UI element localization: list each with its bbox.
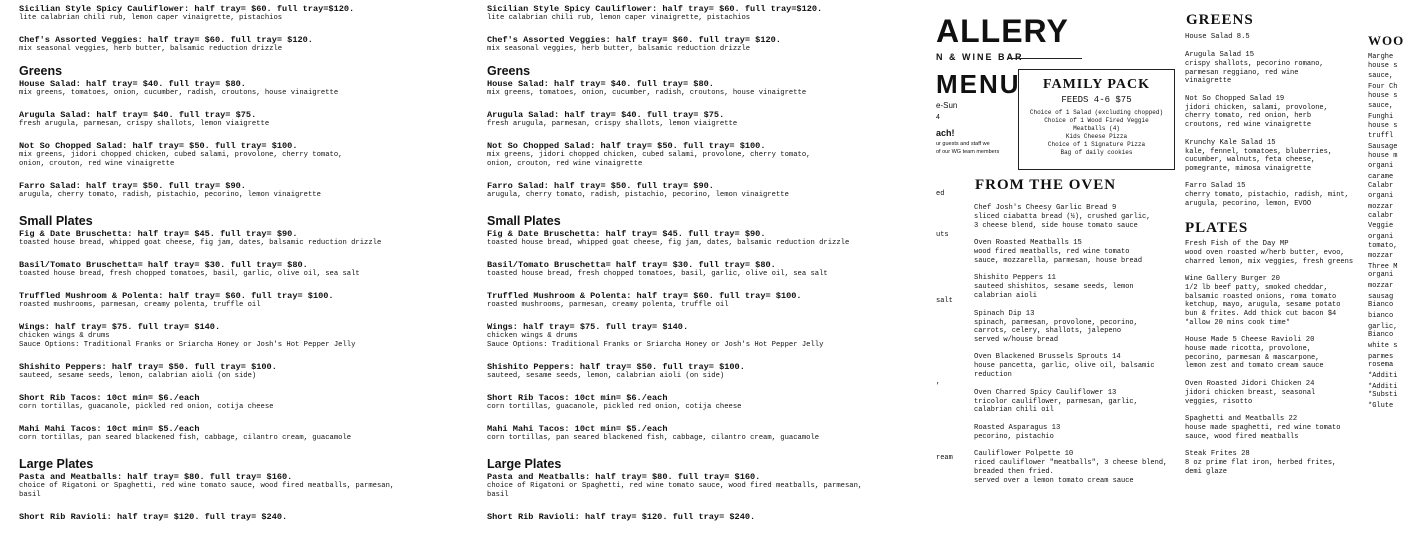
- menu-item: [487, 4, 927, 23]
- edge-fragment: ream: [936, 454, 953, 462]
- menu-item: [1185, 450, 1367, 476]
- wood-fired-line: calabr: [1368, 211, 1394, 220]
- section-title: Large Plates: [19, 457, 94, 471]
- wood-fired-line: house s: [1368, 121, 1398, 130]
- catering-menu-column-duplicate: [487, 4, 927, 534]
- menu-item-name: Chef's Assorted Veggies: half tray= $60. full tray= $120.: [487, 35, 781, 45]
- family-pack-line: Choice of 1 Wood Fired Veggie: [1044, 117, 1149, 124]
- menu-item-description: pecorino, pistachio: [974, 432, 1054, 441]
- menu-item-description: cherry tomato, pistachio, radish, mint, arugula, pecorino, lemon, EVOO: [1185, 191, 1349, 208]
- wood-fired-line: mozzar: [1368, 252, 1394, 261]
- menu-item-description: 8 oz prime flat iron, herbed frites, demi glaze: [1185, 459, 1337, 476]
- menu-item-name: Not So Chopped Salad: half tray= $50. full tray= $100.: [19, 141, 298, 151]
- menu-item-name: Cauliflower Polpette 10: [974, 450, 1074, 459]
- edge-fragment: salt: [936, 297, 953, 305]
- menu-item-description: chicken wings & drums Sauce Options: Traditional Franks or Sriarcha Honey or Josh's Hot Pepper Jelly: [487, 332, 824, 349]
- wood-fired-line: *Additi: [1368, 382, 1398, 391]
- menu-item-name: Truffled Mushroom & Polenta: half tray= $60. full tray= $100.: [487, 291, 802, 301]
- menu-item-description: crispy shallots, pecorino romano, parmesan reggiano, red wine vinaigrette: [1185, 60, 1324, 86]
- menu-item-name: Roasted Asparagus 13: [974, 423, 1061, 432]
- menu-item-description: toasted house bread, whipped goat cheese, fig jam, dates, balsamic reduction drizzle: [487, 239, 850, 247]
- wood-fired-line: *Additi: [1368, 372, 1398, 381]
- family-pack-line: Kids Cheese Pizza: [1065, 133, 1128, 140]
- menu-item: [974, 310, 1182, 345]
- oven-list: [974, 204, 1182, 494]
- side-note-2: of our WG team members: [936, 149, 1000, 155]
- wood-fired-line: truffl: [1368, 132, 1394, 141]
- menu-item-name: Spaghetti and Meatballs 22: [1185, 415, 1298, 424]
- menu-item: [487, 35, 927, 54]
- menu-item-name: Short Rib Tacos: 10ct min= $6./each: [19, 393, 200, 403]
- menu-item: [19, 4, 459, 23]
- wood-fired-line: Bianco: [1368, 301, 1394, 310]
- menu-item-name: Fig & Date Bruschetta: half tray= $45. full tray= $90.: [487, 229, 766, 239]
- menu-page-3: [936, 0, 1405, 500]
- wood-fired-line: organi: [1368, 192, 1394, 201]
- wood-fired-line: sausag: [1368, 292, 1394, 301]
- menu-item-description: mix seasonal veggies, herb butter, balsamic reduction drizzle: [487, 45, 751, 53]
- menu-item: [1185, 336, 1367, 371]
- menu-item-description: sliced ciabatta bread (½), crushed garlic, 3 cheese blend, side house tomato sauce: [974, 213, 1151, 230]
- menu-item-description: fresh arugula, parmesan, crispy shallots, lemon viaigrette: [19, 120, 270, 128]
- menu-item: [19, 393, 459, 412]
- menu-item-name: Shishito Peppers: half tray= $50. full tray= $100.: [487, 362, 745, 372]
- menu-item-description: corn tortillas, guacanole, pickled red onion, cotija cheese: [487, 403, 742, 411]
- menu-item: [19, 322, 459, 350]
- menu-item: [974, 239, 1182, 265]
- menu-item-description: sauteed, sesame seeds, lemon, calabrian aioli (on side): [19, 372, 257, 380]
- wood-fired-line: organi: [1368, 162, 1394, 171]
- section-title: Greens: [19, 64, 63, 78]
- menu-item: [974, 274, 1182, 300]
- menu-item: [974, 353, 1182, 379]
- menu-item-description: wood oven roasted w/herb butter, evoo, charred lemon, mix veggies, fresh greens: [1185, 249, 1354, 266]
- wood-fired-line: *Glute: [1368, 402, 1394, 411]
- wood-fired-line: mozzar: [1368, 282, 1394, 291]
- menu-item-name: Chef Josh's Cheesy Garlic Bread 9: [974, 204, 1117, 212]
- menu-item: [1185, 275, 1367, 327]
- wood-fired-line: Sausage: [1368, 142, 1398, 151]
- menu-item-name: Chef's Assorted Veggies: half tray= $60. full tray= $120.: [19, 35, 313, 45]
- wood-fired-line: Three M: [1368, 262, 1398, 271]
- menu-item-name: House Salad: half tray= $40. full tray= $80.: [487, 79, 714, 89]
- hours-text: e-Sun: [936, 101, 958, 110]
- edge-fragment: ,: [936, 378, 941, 386]
- family-pack-line: Bag of daily cookies: [1060, 149, 1133, 156]
- wood-fired-line: bianco: [1368, 312, 1394, 321]
- menu-page-2: [468, 0, 936, 522]
- wood-fired-line: sauce,: [1368, 102, 1394, 111]
- family-pack-title: FAMILY PACK: [1042, 77, 1151, 92]
- menu-item-name: Fresh Fish of the Day MP: [1185, 240, 1289, 248]
- menu-item: [19, 79, 459, 98]
- wood-fired-line: Bianco: [1368, 331, 1394, 340]
- menu-item: [487, 291, 927, 310]
- wood-fired-line: Calabr: [1368, 181, 1394, 190]
- section-title-plates: PLATES: [1185, 220, 1249, 236]
- menu-item-name: Arugula Salad: half tray= $40. full tray= $75.: [487, 110, 725, 120]
- side-heading: ach!: [936, 128, 955, 138]
- menu-item: [487, 110, 927, 129]
- menu-item: [1185, 380, 1367, 406]
- menu-item-name: Short Rib Ravioli: half tray= $120. full tray= $240.: [487, 512, 756, 522]
- menu-item-description: toasted house bread, fresh chopped tomatoes, basil, garlic, olive oil, sea salt: [487, 270, 828, 278]
- wood-fired-line: Marghe: [1368, 53, 1394, 61]
- menu-item: [19, 472, 459, 500]
- menu-item-description: roasted mushrooms, parmesan, creamy polenta, truffle oil: [19, 301, 261, 309]
- menu-item-name: Farro Salad: half tray= $50. full tray= $90.: [19, 181, 246, 191]
- menu-item-name: Fig & Date Bruschetta: half tray= $45. full tray= $90.: [19, 229, 298, 239]
- menu-item-description: 1/2 lb beef patty, smoked cheddar, balsamic roasted onions, roma tomato ketchup, mayo, arugula, sesame potato bun & frites. Add thick cut bacon $4 *allow 20 mins cook time*: [1185, 284, 1341, 327]
- menu-item-name: Farro Salad 15: [1185, 182, 1246, 191]
- section-title-wood: WOO: [1368, 33, 1405, 48]
- wood-fired-line: rosema: [1368, 361, 1394, 370]
- menu-item-description: mix seasonal veggies, herb butter, balsamic reduction drizzle: [19, 45, 283, 53]
- menu-item: [19, 362, 459, 381]
- menu-item-description: toasted house bread, fresh chopped tomatoes, basil, garlic, olive oil, sea salt: [19, 270, 360, 278]
- menu-item-description: jidori chicken breast, seasonal veggies, risotto: [1185, 388, 1316, 406]
- menu-item-name: Steak Frites 28: [1185, 450, 1250, 459]
- menu-item: [1185, 33, 1367, 42]
- menu-item-description: corn tortillas, pan seared blackened fish, cabbage, cilantro cream, guacamole: [19, 434, 352, 442]
- menu-item-name: Mahi Mahi Tacos: 10ct min= $5./each: [19, 424, 200, 434]
- menu-item-description: lite calabrian chili rub, lemon caper vinaigrette, pistachios: [19, 14, 283, 22]
- menu-item-description: kale, fennel, tomatoes, bluberries, cucumber, walnuts, feta cheese, pomegrante, mimosa vinaigrette: [1185, 147, 1333, 173]
- menu-item: [487, 424, 927, 443]
- wood-fired-line: white s: [1368, 342, 1398, 351]
- section-title: Greens: [487, 64, 531, 78]
- menu-item: [487, 181, 927, 200]
- wood-fired-list: [1368, 53, 1397, 413]
- family-pack-line: Meatballs (4): [1073, 125, 1120, 132]
- menu-item-name: Krunchy Kale Salad 15: [1185, 138, 1276, 147]
- section-title: Large Plates: [487, 457, 562, 471]
- menu-item-description: sauteed, sesame seeds, lemon, calabrian aioli (on side): [487, 372, 725, 380]
- wood-fired-line: carame: [1368, 172, 1394, 181]
- menu-item-description: tricolor cauliflower, parmesan, garlic, calabrian chili oil: [974, 397, 1138, 415]
- menu-item-name: Arugula Salad: half tray= $40. full tray= $75.: [19, 110, 257, 120]
- menu-heading: MENU: [936, 69, 1021, 99]
- wood-fired-line: tomato,: [1368, 241, 1398, 250]
- menu-page-1: [0, 0, 468, 522]
- menu-item: [974, 450, 1182, 485]
- menu-item-name: Wings: half tray= $75. full tray= $140.: [19, 322, 221, 332]
- menu-item-description: toasted house bread, whipped goat cheese, fig jam, dates, balsamic reduction drizzle: [19, 239, 382, 247]
- section-title: Small Plates: [487, 214, 561, 228]
- family-pack-subtitle: FEEDS 4-6 $75: [1061, 95, 1132, 105]
- menu-item-description: wood fired meatballs, red wine tomato sauce, mozzarella, parmesan, house bread: [974, 248, 1143, 265]
- menu-item-name: Truffled Mushroom & Polenta: half tray= $60. full tray= $100.: [19, 291, 334, 301]
- logo-wordmark: ALLERY: [936, 13, 1069, 49]
- menu-item-description: corn tortillas, guacanole, pickled red onion, cotija cheese: [19, 403, 274, 411]
- menu-item-description: lite calabrian chili rub, lemon caper vinaigrette, pistachios: [487, 14, 751, 22]
- menu-item-name: Oven Roasted Jidori Chicken 24: [1185, 379, 1315, 388]
- menu-item: [19, 260, 459, 279]
- menu-item: [487, 229, 927, 248]
- menu-item-description: choice of Rigatoni or Spaghetti, red wine tomato sauce, wood fired meatballs, parmesan, basil: [19, 482, 395, 499]
- menu-item-description: mix greens, tomatoes, onion, cucumber, radish, croutons, house vinaigrette: [19, 89, 339, 97]
- menu-item-name: Wine Gallery Burger 20: [1185, 275, 1280, 284]
- menu-item-name: Sicilian Style Spicy Cauliflower: half tray= $60. full tray=$120.: [19, 4, 355, 14]
- menu-item-name: House Salad: half tray= $40. full tray= $80.: [19, 79, 246, 89]
- menu-item-description: chicken wings & drums Sauce Options: Traditional Franks or Sriarcha Honey or Josh's Hot Pepper Jelly: [19, 332, 356, 349]
- menu-item: [487, 141, 927, 169]
- menu-item: [1185, 415, 1367, 441]
- family-pack-line: Choice of 1 Salad (excluding chopped): [1029, 109, 1164, 116]
- menu-item-name: Not So Chopped Salad 19: [1185, 94, 1285, 103]
- menu-item-name: Spinach Dip 13: [974, 309, 1035, 318]
- side-note-1: ur guests and staff we: [936, 141, 990, 147]
- menu-item: [19, 291, 459, 310]
- menu-item-name: Short Rib Tacos: 10ct min= $6./each: [487, 393, 668, 403]
- menu-item: [19, 181, 459, 200]
- wood-fired-line: garlic,: [1368, 322, 1398, 331]
- menu-item-description: house made spaghetti, red wine tomato sauce, wood fired meatballs: [1185, 424, 1341, 441]
- menu-item-description: house pancetta, garlic, olive oil, balsamic reduction: [974, 362, 1155, 379]
- wood-fired-line: organi: [1368, 271, 1394, 280]
- menu-item-name: Wings: half tray= $75. full tray= $140.: [487, 322, 689, 332]
- edge-fragment: uts: [936, 231, 949, 239]
- menu-item: [19, 35, 459, 54]
- family-pack-box: [1018, 69, 1175, 170]
- edge-fragment: ed: [936, 190, 945, 198]
- menu-item-name: House Made 5 Cheese Ravioli 20: [1185, 336, 1315, 345]
- wood-fired-line: house m: [1368, 151, 1398, 160]
- wood-fired-line: Four Ch: [1368, 82, 1398, 91]
- menu-item-description: house made ricotta, provolone, pecorino, parmesan & mascarpone, lemon zest and tomato cream sauce: [1185, 345, 1324, 371]
- menu-item-description: arugula, cherry tomato, radish, pistachio, pecorino, lemon vinaigrette: [19, 191, 321, 199]
- menu-item: [487, 472, 927, 500]
- menu-item: [487, 512, 927, 522]
- menu-item: [974, 204, 1182, 230]
- menu-item-name: Oven Roasted Meatballs 15: [974, 239, 1082, 248]
- wood-fired-line: organi: [1368, 232, 1394, 241]
- menu-item-description: mix greens, jidori chopped chicken, cubed salami, provolone, cherry tomato, onion, crouton, red wine vinaigrette: [487, 151, 811, 168]
- menu-item-name: Shishito Peppers 11: [974, 274, 1056, 283]
- menu-item-name: Not So Chopped Salad: half tray= $50. full tray= $100.: [487, 141, 766, 151]
- menu-item: [1185, 95, 1367, 130]
- menu-item-name: House Salad 8.5: [1185, 33, 1250, 41]
- wood-fired-line: Veggie: [1368, 222, 1394, 231]
- logo-subtitle: N & WINE BAR: [936, 52, 1024, 62]
- menu-item-name: Pasta and Meatballs: half tray= $80. full tray= $160.: [19, 472, 293, 482]
- wood-fired-line: house s: [1368, 91, 1398, 100]
- menu-item-description: riced cauliflower "meatballs", 3 cheese blend, breaded then fried. served over a lemon tomato cream sauce: [974, 459, 1168, 485]
- wood-fired-line: Funghi: [1368, 112, 1394, 121]
- menu-item: [1185, 139, 1367, 174]
- menu-item: [974, 424, 1182, 442]
- family-pack-line: Choice of 1 Signature Pizza: [1047, 141, 1146, 148]
- menu-item-description: corn tortillas, pan seared blackened fish, cabbage, cilantro cream, guacamole: [487, 434, 820, 442]
- menu-item-description: sauteed shishitos, sesame seeds, lemon calabrian aioli: [974, 283, 1134, 300]
- menu-item: [487, 79, 927, 98]
- menu-item-description: choice of Rigatoni or Spaghetti, red wine tomato sauce, wood fired meatballs, parmesan, basil: [487, 482, 863, 499]
- menu-item: [487, 322, 927, 350]
- menu-item-name: Arugula Salad 15: [1185, 51, 1255, 59]
- menu-item-name: Pasta and Meatballs: half tray= $80. full tray= $160.: [487, 472, 761, 482]
- menu-item-name: Basil/Tomato Bruschetta= half tray= $30. full tray= $80.: [19, 260, 308, 270]
- menu-item: [487, 362, 927, 381]
- menu-item-name: Oven Blackened Brussels Sprouts 14: [974, 353, 1121, 362]
- section-title-oven: FROM THE OVEN: [975, 177, 1117, 193]
- menu-item: [1185, 240, 1367, 266]
- menu-item-name: Mahi Mahi Tacos: 10ct min= $5./each: [487, 424, 668, 434]
- menu-item: [19, 512, 459, 522]
- menu-item-description: mix greens, tomatoes, onion, cucumber, radish, croutons, house vinaigrette: [487, 89, 807, 97]
- section-title: Small Plates: [19, 214, 93, 228]
- menu-item: [487, 393, 927, 412]
- menu-item-description: fresh arugula, parmesan, crispy shallots, lemon viaigrette: [487, 120, 738, 128]
- logo-divider: [1008, 58, 1082, 59]
- menu-item-name: Short Rib Ravioli: half tray= $120. full tray= $240.: [19, 512, 288, 522]
- menu-item-description: roasted mushrooms, parmesan, creamy polenta, truffle oil: [487, 301, 729, 309]
- plates-list: [1185, 240, 1367, 486]
- menu-item: [974, 389, 1182, 415]
- menu-item-description: mix greens, jidori chopped chicken, cubed salami, provolone, cherry tomato, onion, crouton, red wine vinaigrette: [19, 151, 343, 168]
- menu-item-description: spinach, parmesan, provolone, pecorino, carrots, celery, shallots, jalepeno served w/house bread: [974, 318, 1138, 344]
- menu-item-description: arugula, cherry tomato, radish, pistachio, pecorino, lemon vinaigrette: [487, 191, 789, 199]
- menu-item: [1185, 51, 1367, 86]
- side-number: 4: [936, 114, 940, 121]
- wood-fired-line: house s: [1368, 61, 1398, 70]
- menu-item-name: Sicilian Style Spicy Cauliflower: half tray= $60. full tray=$120.: [487, 4, 823, 14]
- menu-item-name: Oven Charred Spicy Cauliflower 13: [974, 388, 1117, 397]
- wood-fired-line: sauce,: [1368, 72, 1394, 81]
- menu-item: [19, 141, 459, 169]
- menu-item-name: Farro Salad: half tray= $50. full tray= $90.: [487, 181, 714, 191]
- menu-item-description: jidori chicken, salami, provolone, cherry tomato, red onion, herb croutons, red wine vinaigrette: [1185, 103, 1328, 129]
- menu-item-name: Shishito Peppers: half tray= $50. full tray= $100.: [19, 362, 277, 372]
- menu-item: [19, 424, 459, 443]
- menu-item-name: Basil/Tomato Bruschetta= half tray= $30. full tray= $80.: [487, 260, 776, 270]
- menu-item: [19, 110, 459, 129]
- menu-item: [19, 229, 459, 248]
- wood-fired-line: parmes: [1368, 352, 1394, 361]
- menu-item: [487, 260, 927, 279]
- family-pack-list: [1019, 109, 1174, 157]
- catering-menu-column: [19, 4, 459, 534]
- greens-list: [1185, 33, 1367, 218]
- wood-fired-line: *Substi: [1368, 391, 1398, 400]
- section-title-greens: GREENS: [1186, 12, 1254, 28]
- menu-item: [1185, 182, 1367, 208]
- wood-fired-line: mozzar: [1368, 202, 1394, 211]
